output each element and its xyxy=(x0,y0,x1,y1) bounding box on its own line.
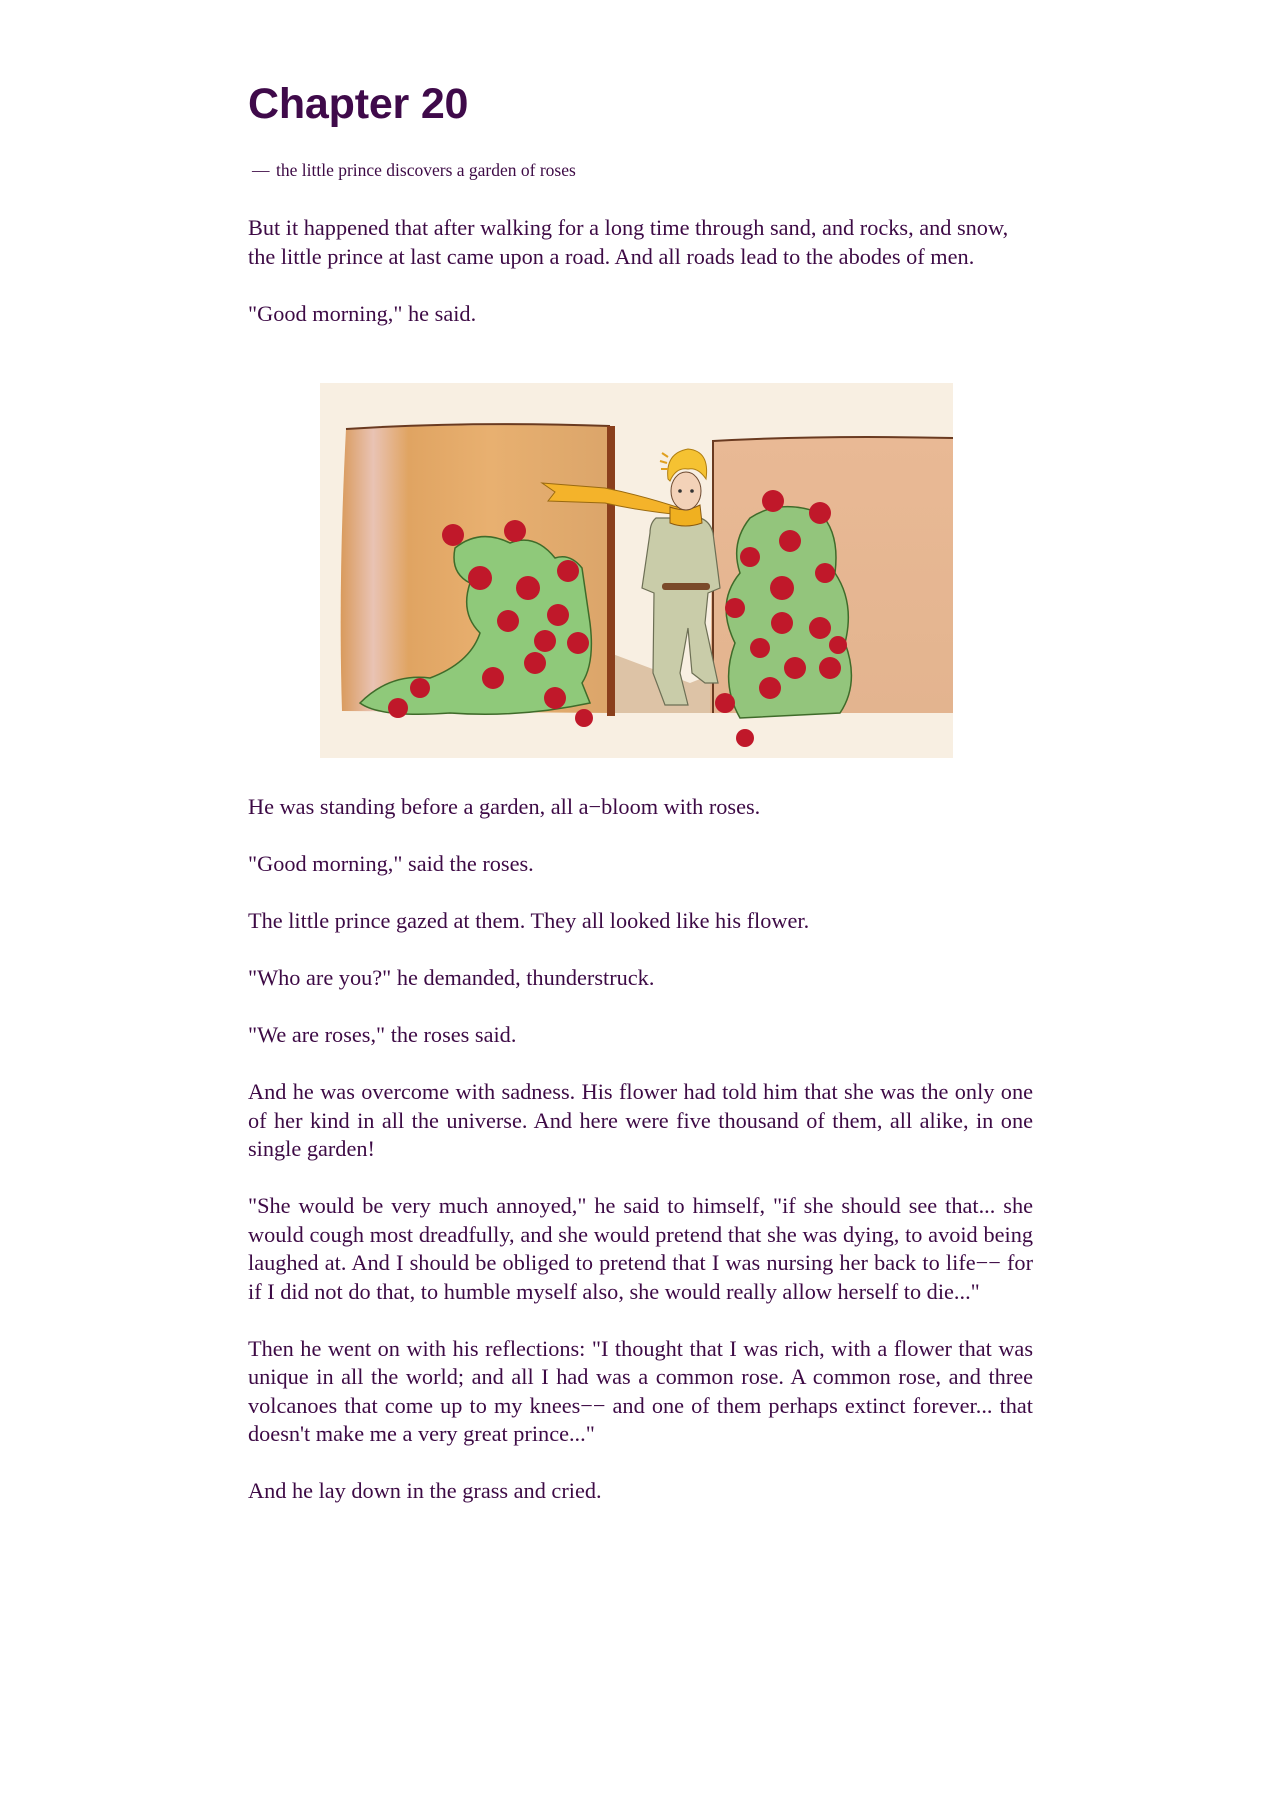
paragraph: "Who are you?" he demanded, thunderstruck. xyxy=(248,965,655,990)
text-block-after-image xyxy=(248,793,1033,1534)
subtitle-dash: — xyxy=(252,160,270,180)
paragraph: "Good morning," said the roses. xyxy=(248,851,534,876)
chapter-title: Chapter 20 xyxy=(248,80,469,128)
text-block-before-image xyxy=(248,214,1033,357)
paragraph: But it happened that after walking for a long time through sand, and rocks, and snow, the little prince at last came upon a road. And all roads lead to the abodes of men. xyxy=(248,215,1009,269)
paragraph: Then he went on with his reflections: "I thought that I was rich, with a flower that was unique in all the world; and all I had was a common rose. A common rose, and three volcanoes that come up to my knees−− and one of them perhaps extinct forever... that doesn't make me a very great prince..." xyxy=(248,1335,1033,1446)
paragraph: "She would be very much annoyed," he said to himself, "if she should see that... she would cough most dreadfully, and she would pretend that she was dying, to avoid being laughed at. And I should be obliged to pretend that I was nursing her back to life−− for if I did not do that, to humble myself also, she would really allow herself to die..." xyxy=(248,1193,1033,1304)
rose-garden-illustration xyxy=(320,383,953,758)
paragraph: He was standing before a garden, all a−bloom with roses. xyxy=(248,794,761,819)
chapter-subtitle xyxy=(252,159,576,181)
paragraph: "Good morning," he said. xyxy=(248,300,477,326)
subtitle-text: the little prince discovers a garden of roses xyxy=(276,160,576,180)
rose-garden-image xyxy=(320,383,953,758)
paragraph: And he was overcome with sadness. His flower had told him that she was the only one of her kind in all the universe. And here were five thousand of them, all alike, in one single garden! xyxy=(248,1079,1033,1161)
paragraph: "We are roses," the roses said. xyxy=(248,1022,517,1047)
paragraph: The little prince gazed at them. They all looked like his flower. xyxy=(248,908,810,933)
paragraph: And he lay down in the grass and cried. xyxy=(248,1478,602,1503)
